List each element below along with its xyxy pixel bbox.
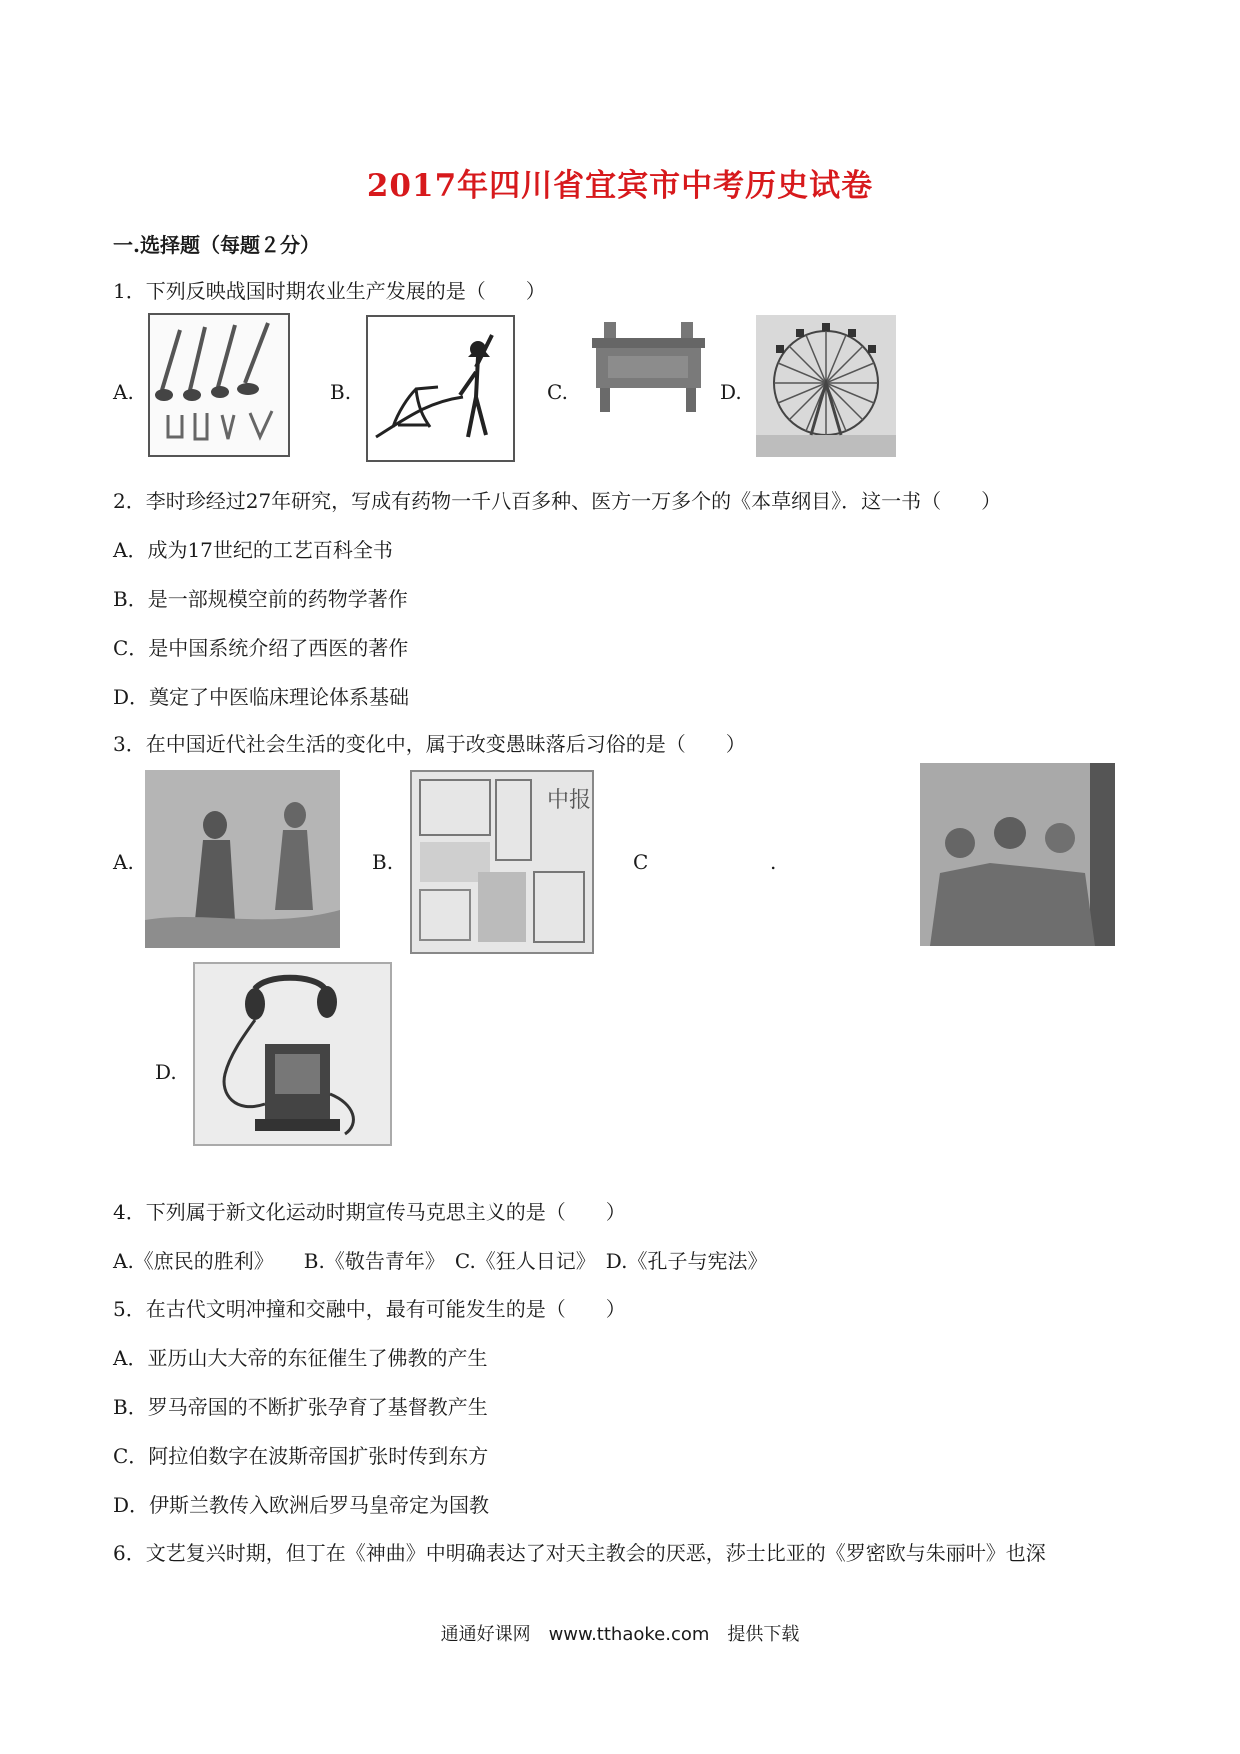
water-wheel-image xyxy=(756,315,896,457)
question-6-stem: 6．文艺复兴时期，但丁在《神曲》中明确表达了对天主教会的厌恶，莎士比亚的《罗密欧与朱丽叶》也深 xyxy=(113,1541,1046,1565)
old-photo-people-image xyxy=(145,770,340,948)
svg-text:中报: 中报 xyxy=(547,788,592,813)
q5-option-b: B．罗马帝国的不断扩张孕育了基督教产生 xyxy=(113,1395,488,1419)
q3-option-b-label: B. xyxy=(372,850,394,874)
q1-option-d-label: D. xyxy=(720,380,742,404)
q2-option-c: C．是中国系统介绍了西医的著作 xyxy=(113,636,409,660)
page-footer: 通通好课网 www.tthaoke.com 提供下载 xyxy=(440,1624,800,1645)
telephone-image xyxy=(193,962,392,1146)
question-1-stem: 1．下列反映战国时期农业生产发展的是（ ） xyxy=(113,279,546,303)
page-title: 2017年四川省宜宾市中考历史试卷 xyxy=(366,168,874,204)
farm-tools-image xyxy=(148,313,290,457)
q3-option-c-dot: . xyxy=(770,850,777,874)
question-3-stem: 3．在中国近代社会生活的变化中，属于改变愚昧落后习俗的是（ ） xyxy=(113,732,746,756)
question-2-stem: 2．李时珍经过27年研究，写成有药物一千八百多种、医方一万多个的《本草纲目》．这一书（ ） xyxy=(113,489,1002,513)
q5-option-d: D．伊斯兰教传入欧洲后罗马皇帝定为国教 xyxy=(113,1493,490,1517)
q3-option-d-label: D. xyxy=(155,1060,177,1084)
q3-option-c-label: C xyxy=(633,850,649,874)
q5-option-c: C．阿拉伯数字在波斯帝国扩张时传到东方 xyxy=(113,1444,489,1468)
q1-option-b-label: B. xyxy=(330,380,352,404)
question-4-stem: 4．下列属于新文化运动时期宣传马克思主义的是（ ） xyxy=(113,1200,626,1224)
q1-option-a-label: A. xyxy=(113,380,134,404)
q4-options: A.《庶民的胜利》 B.《敬告青年》 C.《狂人日记》 D.《孔子与宪法》 xyxy=(113,1249,768,1273)
q5-option-a: A．亚历山大大帝的东征催生了佛教的产生 xyxy=(113,1346,488,1370)
ox-plough-farmer-image xyxy=(366,315,515,462)
crowd-photo-image xyxy=(920,763,1115,946)
q2-option-d: D．奠定了中医临床理论体系基础 xyxy=(113,685,410,709)
q1-option-c-label: C. xyxy=(547,380,568,404)
section-heading: 一.选择题（每题２分） xyxy=(113,233,320,257)
newspaper-image xyxy=(410,770,594,954)
q3-option-a-label: A. xyxy=(113,850,134,874)
q2-option-a: A．成为17世纪的工艺百科全书 xyxy=(113,538,393,562)
bronze-ding-image xyxy=(586,318,711,413)
question-5-stem: 5．在古代文明冲撞和交融中，最有可能发生的是（ ） xyxy=(113,1297,626,1321)
q2-option-b: B．是一部规模空前的药物学著作 xyxy=(113,587,408,611)
